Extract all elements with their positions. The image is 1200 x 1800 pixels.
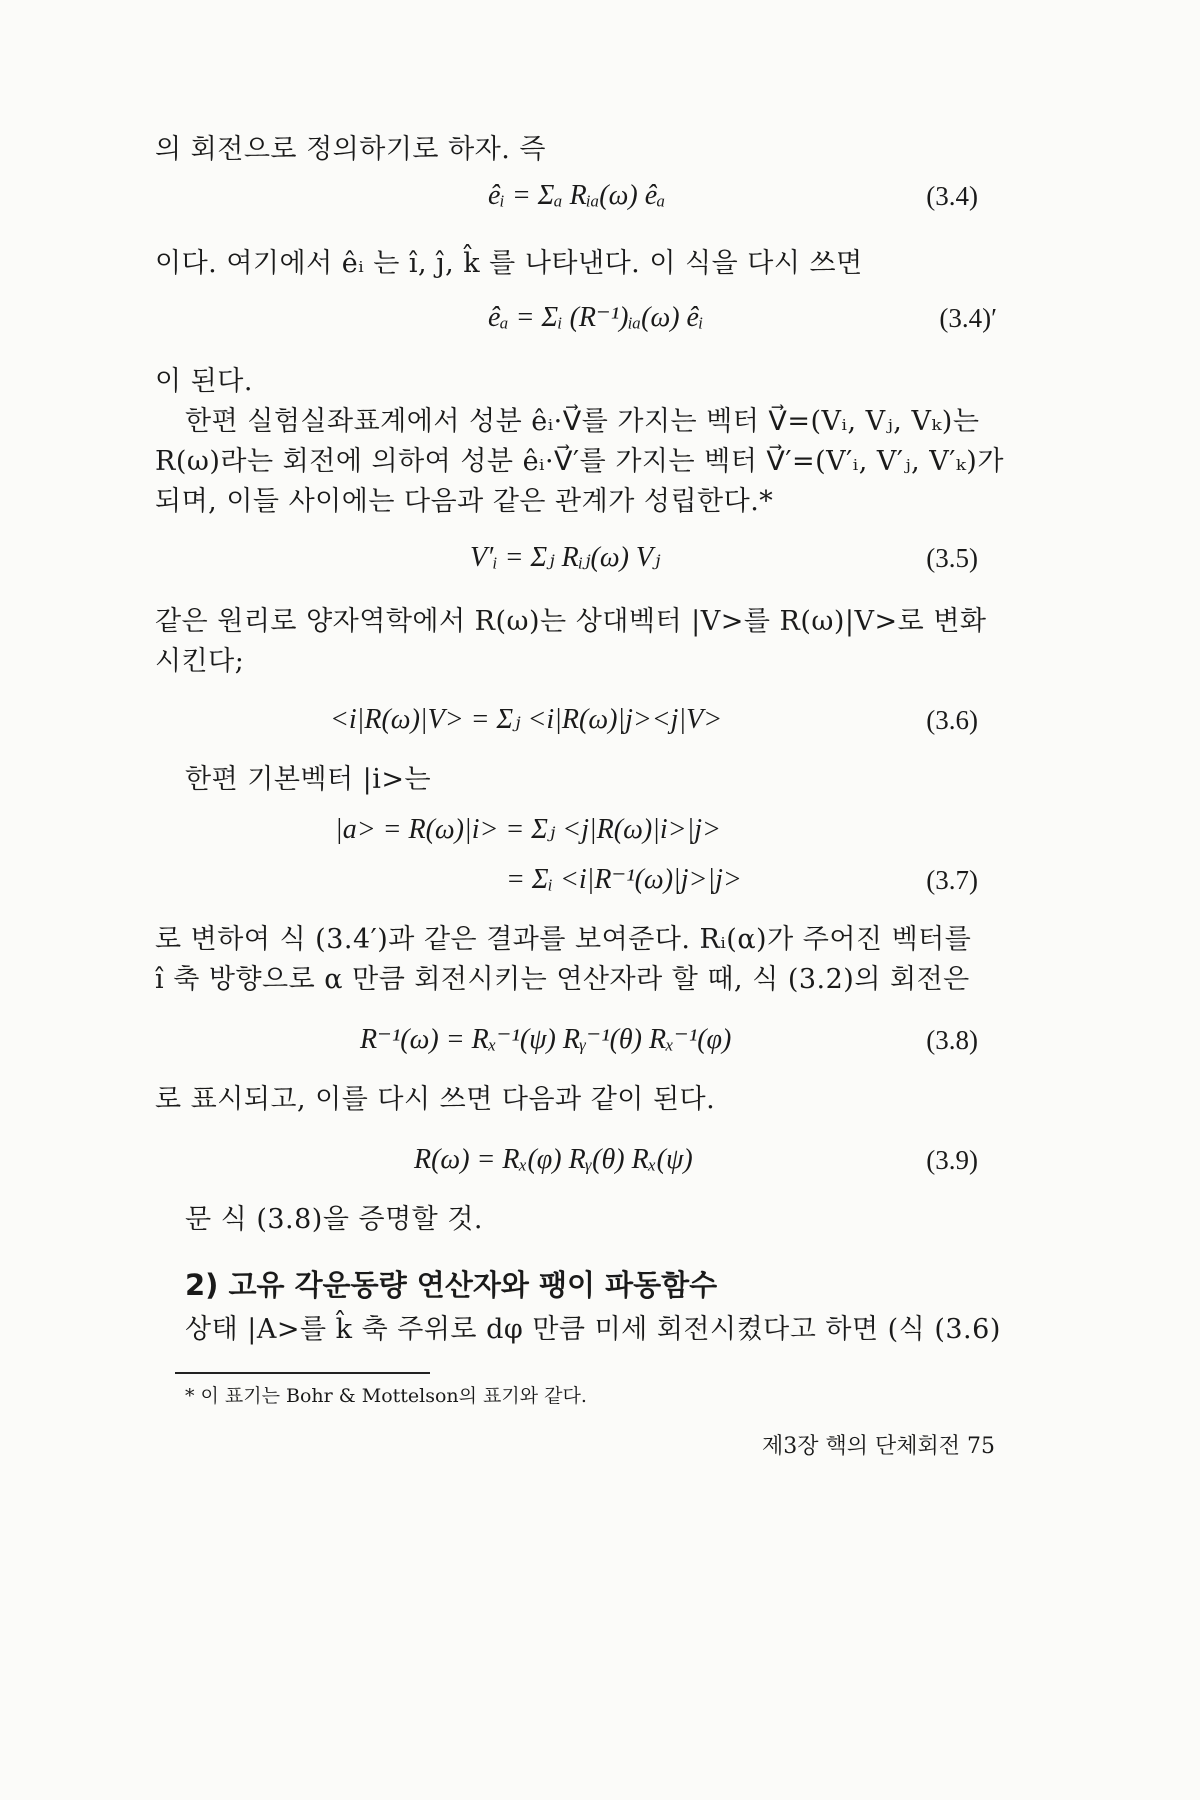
equation-3-4: êᵢ = Σₐ Rᵢₐ(ω) êₐ — [488, 180, 666, 211]
text-line: 되며, 이들 사이에는 다음과 같은 관계가 성립한다.* — [155, 486, 774, 517]
equation-number: (3.9) — [926, 1145, 978, 1175]
text-line: 같은 원리로 양자역학에서 R(ω)는 상대벡터 |V>를 R(ω)|V>로 변화 — [155, 606, 987, 637]
text-line: 의 회전으로 정의하기로 하자. 즉 — [155, 134, 546, 165]
text-line: î 축 방향으로 α 만큼 회전시키는 연산자라 할 때, 식 (3.2)의 회전은 — [155, 964, 970, 995]
text-line: 이 된다. — [155, 366, 253, 397]
footnote-divider — [175, 1372, 430, 1374]
equation-3-5: V′ᵢ = Σⱼ Rᵢⱼ(ω) Vⱼ — [470, 542, 661, 573]
text-line: 한편 실험실좌표계에서 성분 êᵢ·V⃗를 가지는 벡터 V⃗=(Vᵢ, Vⱼ, Vₖ)는 — [185, 406, 980, 437]
equation-3-7-line-1: |a> = R(ω)|i> = Σⱼ <j|R(ω)|i>|j> — [335, 814, 721, 845]
text-line: 로 표시되고, 이를 다시 쓰면 다음과 같이 된다. — [155, 1084, 716, 1115]
equation-number: (3.4)′ — [939, 303, 997, 333]
equation-number: (3.8) — [926, 1025, 978, 1055]
text-line: 로 변하여 식 (3.4′)과 같은 결과를 보여준다. Rᵢ(α)가 주어진 벡터를 — [155, 924, 972, 955]
text-line: 한편 기본벡터 |i>는 — [185, 764, 432, 795]
exercise-line: 문 식 (3.8)을 증명할 것. — [185, 1204, 483, 1235]
text-line: 상태 |A>를 k̂ 축 주위로 dφ 만큼 미세 회전시켰다고 하면 (식 (3.6) — [185, 1314, 1001, 1345]
text-line: 이다. 여기에서 êᵢ 는 î, ĵ, k̂ 를 나타낸다. 이 식을 다시 쓰면 — [155, 248, 863, 279]
equation-3-7-line-2: = Σᵢ <i|R⁻¹(ω)|j>|j> — [506, 864, 742, 895]
equation-3-8: R⁻¹(ω) = Rₓ⁻¹(ψ) Rᵧ⁻¹(θ) Rₓ⁻¹(φ) — [360, 1024, 732, 1055]
equation-3-9: R(ω) = Rₓ(φ) Rᵧ(θ) Rₓ(ψ) — [414, 1144, 693, 1175]
equation-number: (3.5) — [926, 543, 978, 573]
equation-number: (3.4) — [926, 181, 978, 211]
footnote: * 이 표기는 Bohr & Mottelson의 표기와 같다. — [185, 1385, 587, 1407]
text-line: R(ω)라는 회전에 의하여 성분 êᵢ·V⃗′를 가지는 벡터 V⃗′=(V′ᵢ, V′ⱼ, V′ₖ)가 — [155, 446, 1004, 477]
equation-3-6: <i|R(ω)|V> = Σⱼ <i|R(ω)|j><j|V> — [330, 704, 723, 735]
equation-3-4-prime: êₐ = Σᵢ (R⁻¹)ᵢₐ(ω) êᵢ — [488, 302, 704, 333]
text-line: 시킨다; — [155, 646, 245, 677]
section-heading: 2) 고유 각운동량 연산자와 팽이 파동함수 — [185, 1268, 718, 1302]
equation-number: (3.6) — [926, 705, 978, 735]
running-footer: 제3장 핵의 단체회전 75 — [762, 1434, 995, 1459]
equation-number: (3.7) — [926, 865, 978, 895]
